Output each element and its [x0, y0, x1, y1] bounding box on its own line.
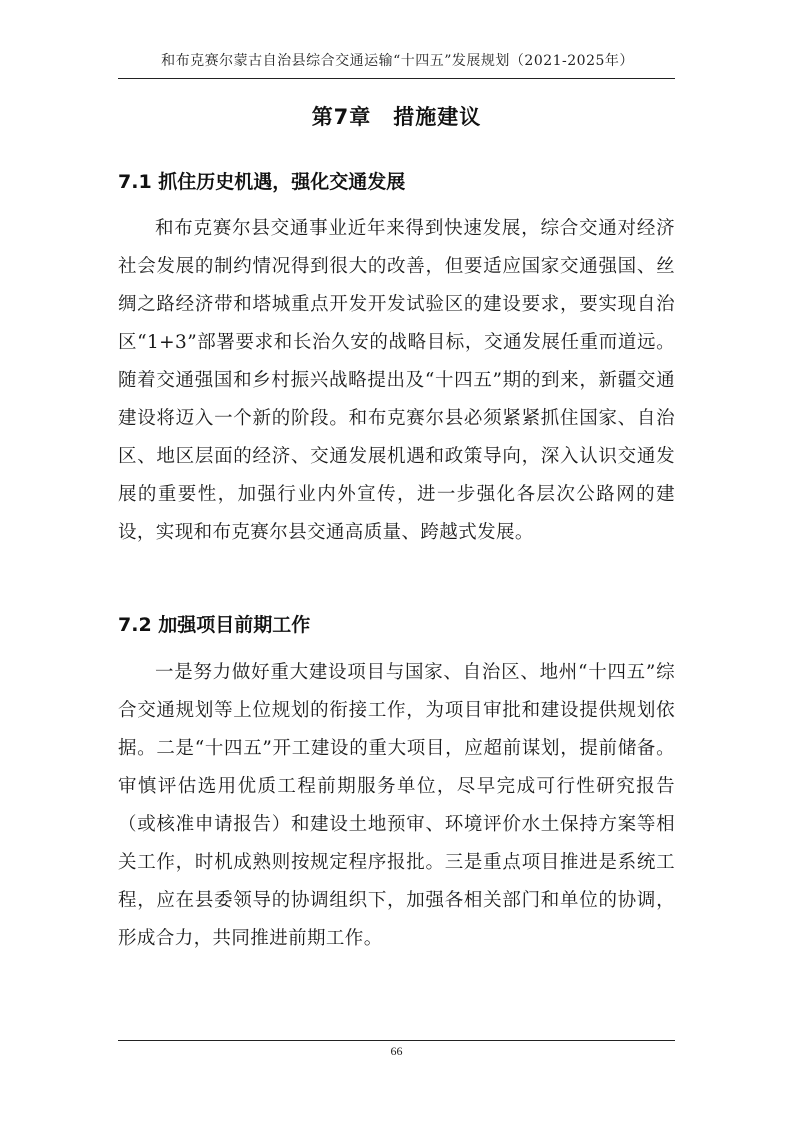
- running-header: 和布克赛尔蒙古自治县综合交通运输“十四五”发展规划（2021-2025年）: [161, 53, 634, 69]
- section-heading-7-2: 7.2 加强项目前期工作: [118, 614, 311, 636]
- footer-divider: [118, 1040, 675, 1041]
- page-number: 66: [390, 1044, 403, 1058]
- header-divider: [118, 78, 675, 79]
- section-paragraph-7-2: 一是努力做好重大建设项目与国家、自治区、地州“十四五”综合交通规划等上位规划的衔接工作，为项目审批和建设提供规划依据。二是“十四五”开工建设的重大项目，应超前谋划，提前储备。审慎评估选用优质工程前期服务单位，尽早完成可行性研究报告（或核准申请报告）和建设土地预审、环境评价水土保持方案等相关工作，时机成熟则按规定程序报批。三是重点项目推进是系统工程，应在县委领导的协调组织下，加强各相关部门和单位的协调，形成合力，共同推进前期工作。: [118, 662, 675, 949]
- section-paragraph-7-1: 和布克赛尔县交通事业近年来得到快速发展，综合交通对经济社会发展的制约情况得到很大的改善，但要适应国家交通强国、丝绸之路经济带和塔城重点开发开发试验区的建设要求，要实现自治区“1+3”部署要求和长治久安的战略目标，交通发展任重而道远。随着交通强国和乡村振兴战略提出及“十四五”期的到来，新疆交通建设将迈入一个新的阶段。和布克赛尔县必须紧紧抓住国家、自治区、地区层面的经济、交通发展机遇和政策导向，深入认识交通发展的重要性，加强行业内外宣传，进一步强化各层次公路网的建设，实现和布克赛尔县交通高质量、跨越式发展。: [118, 218, 675, 543]
- chapter-title: 第7章 措施建议: [311, 105, 482, 129]
- section-heading-7-1: 7.1 抓住历史机遇，强化交通发展: [118, 171, 406, 193]
